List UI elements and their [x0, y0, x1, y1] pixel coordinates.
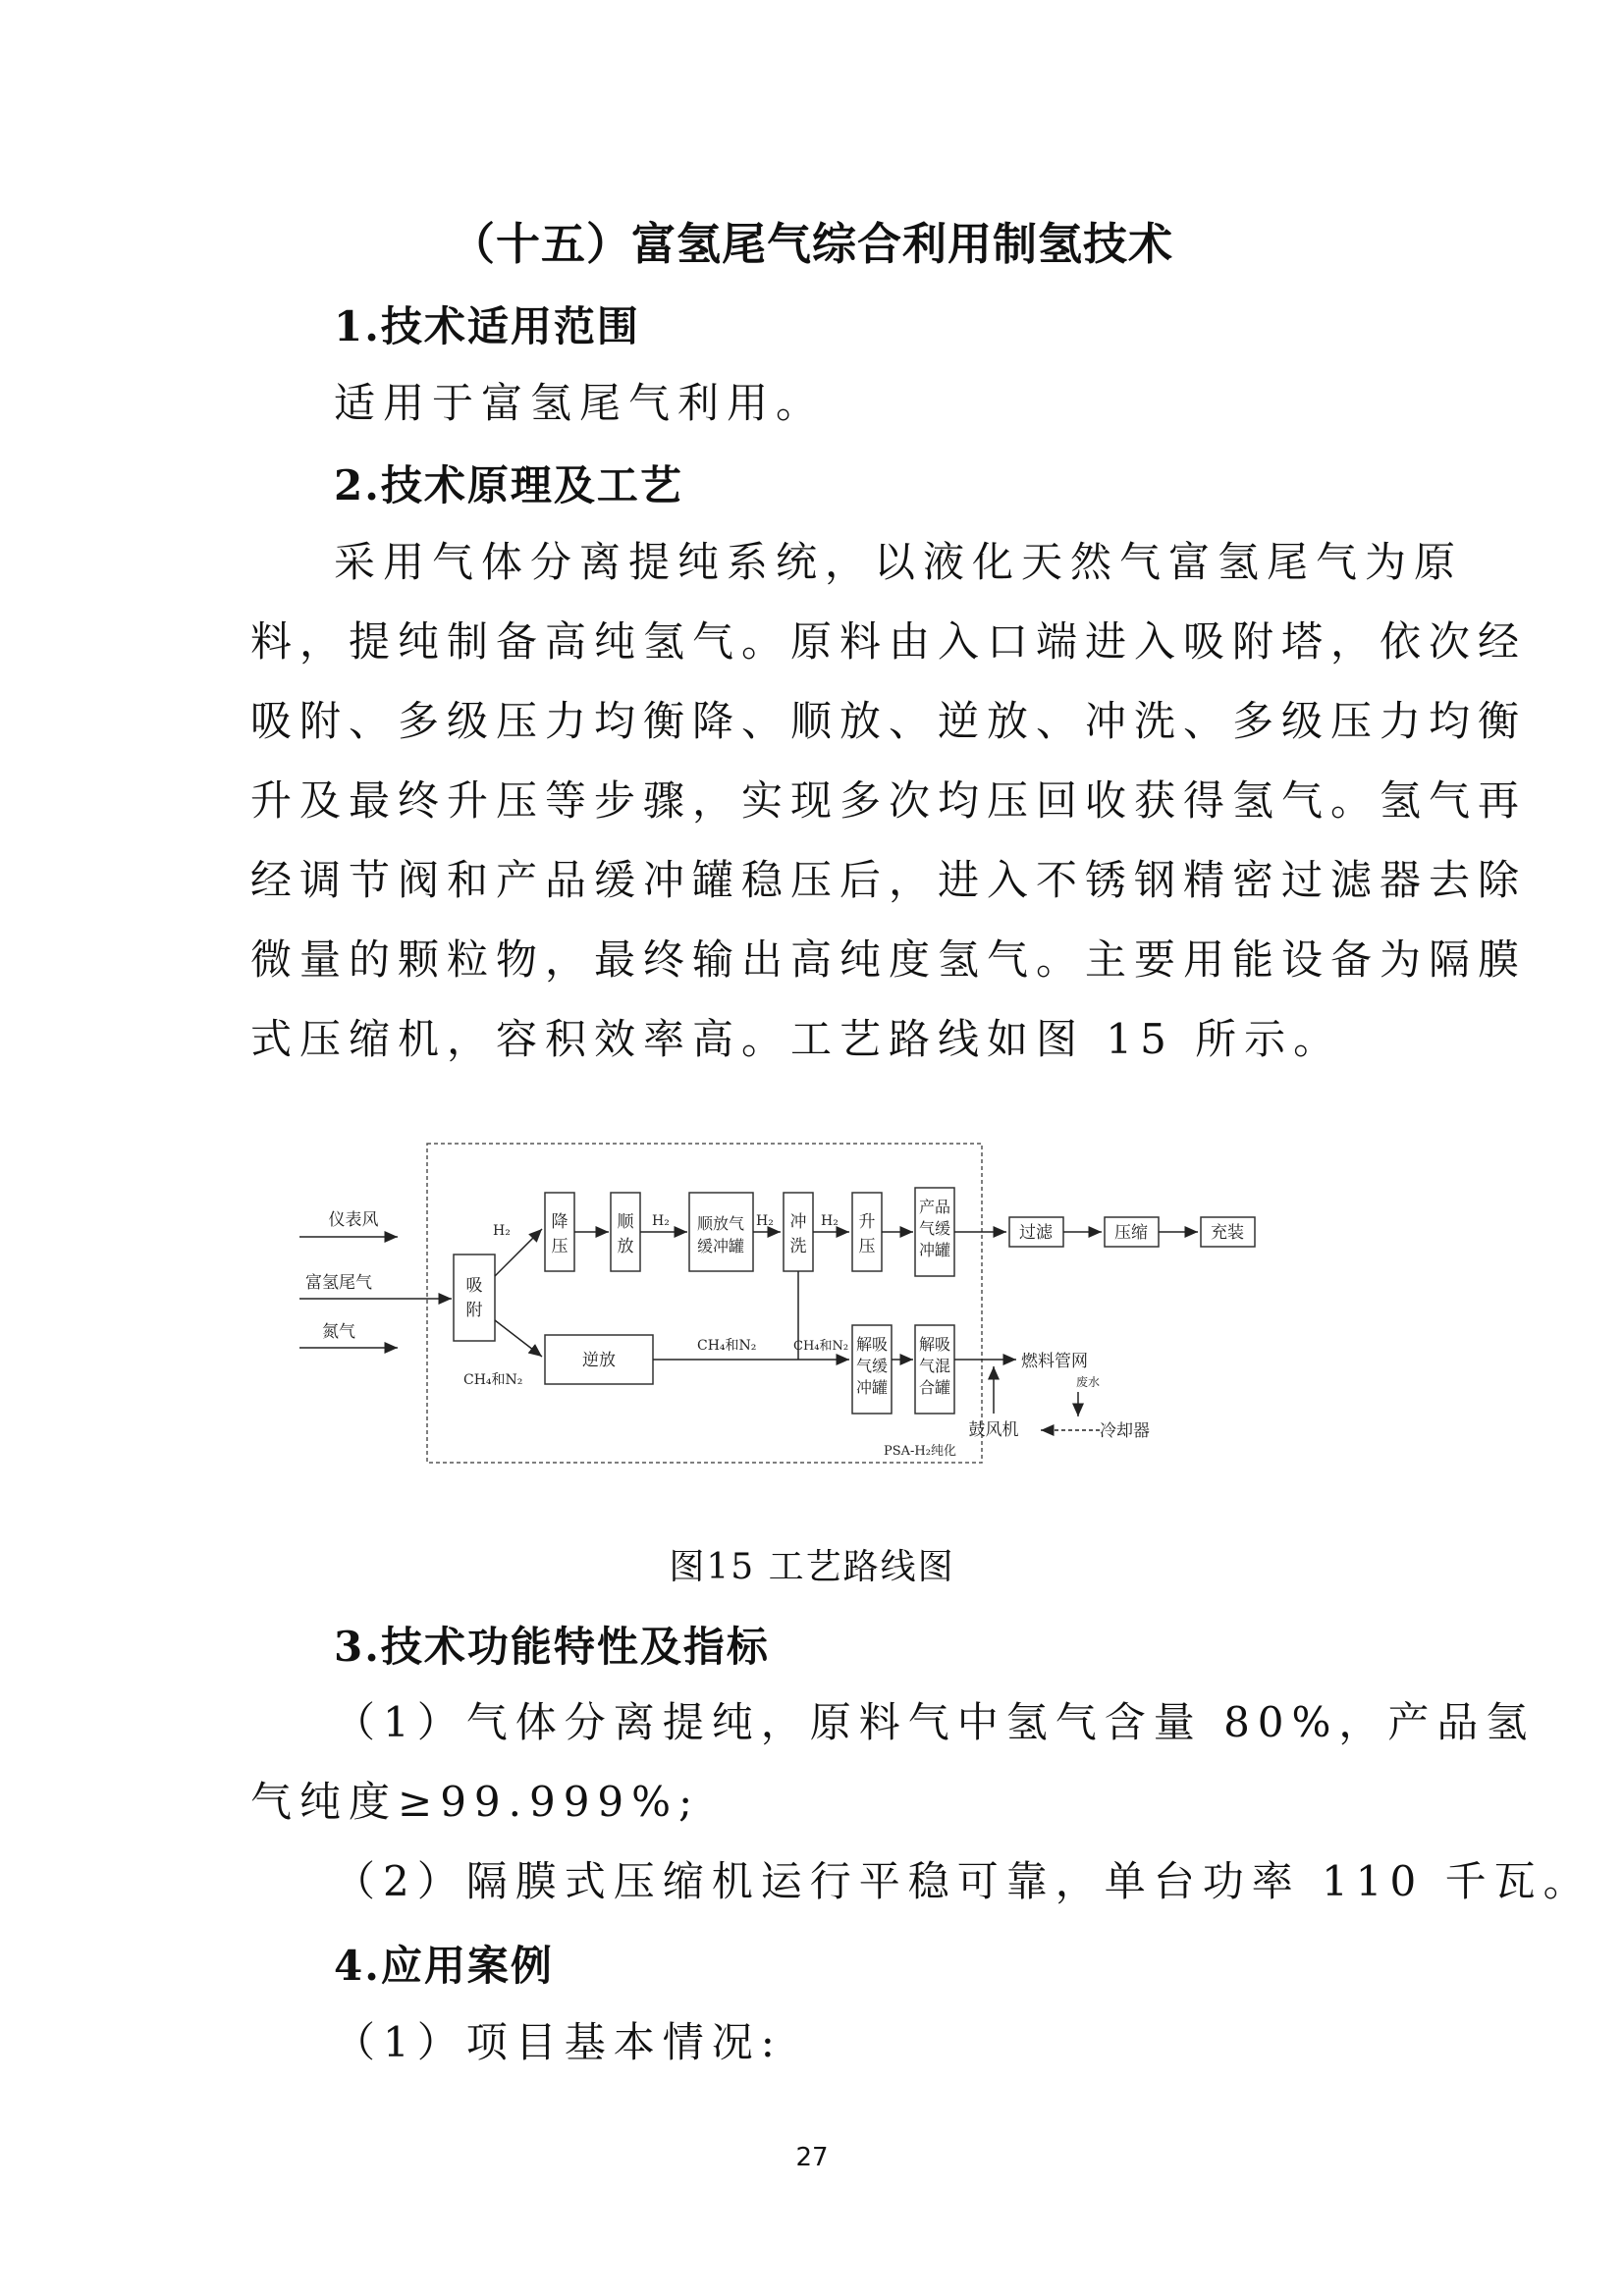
section2-heading: 2.技术原理及工艺 — [334, 461, 683, 509]
psa-boundary — [427, 1144, 982, 1463]
svg-text:放: 放 — [617, 1237, 634, 1256]
svg-text:气缓: 气缓 — [918, 1219, 951, 1238]
box-repressurize — [852, 1193, 882, 1271]
section1-text — [250, 363, 1463, 443]
page-number: 27 — [795, 2143, 829, 2172]
svg-text:冲罐: 冲罐 — [918, 1241, 951, 1259]
page-title: （十五）富氢尾气综合利用制氢技术 — [450, 218, 1173, 270]
paragraph-line: 料，提纯制备高纯氢气。原料由入口端进入吸附塔，依次经 — [250, 617, 1528, 666]
section4-paragraph — [250, 2002, 1380, 2082]
waste-water-label: 废水 — [1076, 1375, 1101, 1389]
svg-text:冲: 冲 — [789, 1212, 807, 1232]
svg-text:气混: 气混 — [918, 1357, 951, 1375]
box-purge — [784, 1193, 813, 1271]
paragraph-line: （1）项目基本情况: — [334, 2018, 783, 2066]
section2-paragraph — [250, 522, 1528, 1079]
svg-text:解吸: 解吸 — [855, 1335, 889, 1354]
paragraph-line: 微量的颗粒物，最终输出高纯度氢气。主要用能设备为隔膜 — [250, 935, 1528, 984]
paragraph-line: 升及最终升压等步骤，实现多次均压回收获得氢气。氢气再 — [250, 776, 1528, 825]
paragraph-line: 气纯度≥99.999%; — [250, 1778, 701, 1826]
svg-text:合罐: 合罐 — [918, 1378, 951, 1397]
input-label-hydrogen-rich-gas: 富氢尾气 — [305, 1273, 372, 1293]
paragraph-line: （2）隔膜式压缩机运行平稳可靠，单台功率 110 千瓦。 — [334, 1857, 1593, 1905]
svg-text:气缓: 气缓 — [855, 1357, 889, 1375]
svg-text:压: 压 — [551, 1237, 568, 1256]
blower-label: 鼓风机 — [968, 1420, 1019, 1440]
section3-paragraph — [250, 1682, 1593, 1921]
svg-text:降: 降 — [551, 1212, 568, 1232]
ch4n2-label-1: CH₄和N₂ — [463, 1372, 523, 1388]
h2-label-4: H₂ — [821, 1213, 839, 1229]
svg-text:产品: 产品 — [918, 1198, 951, 1216]
svg-text:升: 升 — [858, 1212, 876, 1232]
paragraph-line: 适用于富氢尾气利用。 — [334, 379, 826, 427]
h2-label-3: H₂ — [756, 1213, 774, 1229]
svg-text:顺: 顺 — [617, 1212, 634, 1232]
ch4n2-label-2: CH₄和N₂ — [697, 1338, 757, 1354]
countercurrent-label: 逆放 — [582, 1351, 616, 1370]
box-depressurize — [545, 1193, 574, 1271]
svg-text:冲罐: 冲罐 — [855, 1378, 889, 1397]
box-cocurrent — [611, 1193, 640, 1271]
process-flow-diagram — [285, 1139, 1316, 1472]
paragraph-line: 经调节阀和产品缓冲罐稳压后，进入不锈钢精密过滤器去除 — [250, 856, 1528, 904]
filter-label: 过滤 — [1019, 1223, 1053, 1243]
compress-label: 压缩 — [1114, 1223, 1148, 1243]
adsorb-char-2: 附 — [465, 1301, 483, 1320]
paragraph-line: （1）气体分离提纯，原料气中氢气含量 80%，产品氢 — [334, 1698, 1536, 1746]
box-adsorb — [454, 1255, 495, 1341]
paragraph-line: 式压缩机，容积效率高。工艺路线如图 15 所示。 — [250, 1015, 1343, 1063]
svg-text:压: 压 — [858, 1237, 876, 1256]
fuel-net-label: 燃料管网 — [1021, 1352, 1088, 1371]
section3-heading: 3.技术功能特性及指标 — [334, 1623, 770, 1671]
section4-heading: 4.应用案例 — [334, 1942, 554, 1990]
h2-label-2: H₂ — [652, 1213, 670, 1229]
paragraph-line: 吸附、多级压力均衡降、顺放、逆放、冲洗、多级压力均衡 — [250, 697, 1528, 745]
section1-heading: 1.技术适用范围 — [334, 302, 640, 350]
adsorb-char-1: 吸 — [465, 1276, 483, 1296]
input-label-instrument-air: 仪表风 — [328, 1210, 379, 1230]
fill-label: 充装 — [1211, 1223, 1244, 1243]
svg-text:解吸: 解吸 — [918, 1335, 951, 1354]
svg-text:洗: 洗 — [789, 1237, 807, 1256]
h2-label-1: H₂ — [493, 1223, 511, 1239]
svg-text:顺放气: 顺放气 — [696, 1214, 745, 1233]
paragraph-line: 采用气体分离提纯系统，以液化天然气富氢尾气为原 — [334, 538, 1464, 586]
ch4n2-label-3: CH₄和N₂ — [793, 1339, 849, 1354]
input-label-nitrogen: 氮气 — [322, 1322, 355, 1342]
svg-text:缓冲罐: 缓冲罐 — [696, 1237, 745, 1255]
psa-label: PSA-H₂纯化 — [884, 1444, 956, 1459]
cooler-label: 冷却器 — [1100, 1421, 1150, 1441]
figure-caption: 图15 工艺路线图 — [669, 1547, 955, 1587]
